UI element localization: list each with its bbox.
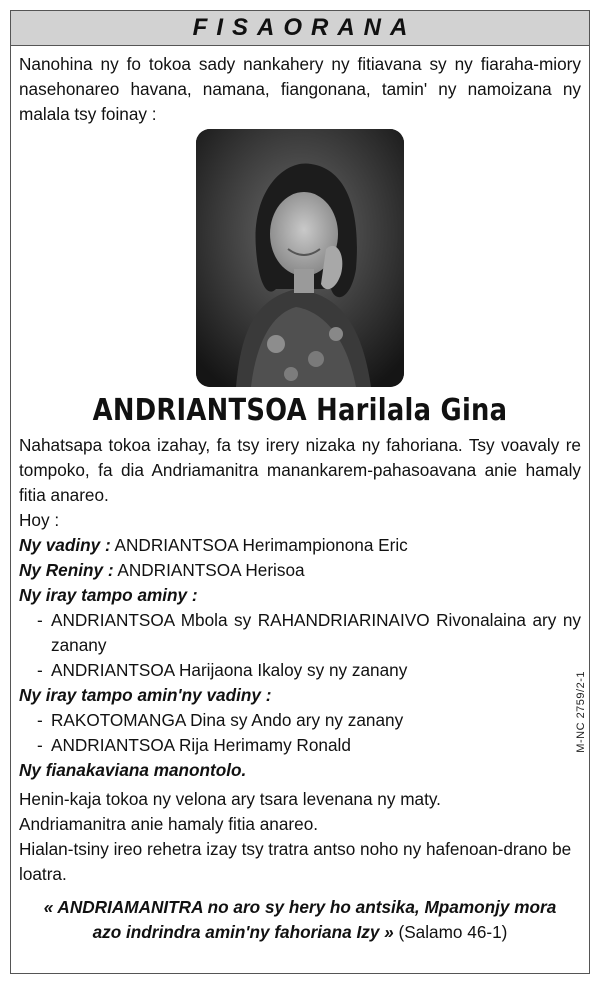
hoy-line: Hoy : (19, 510, 60, 530)
quote-text: « ANDRIAMANITRA no aro sy hery ho antsika, Mpamonjy mora azo indrindra amin'ny fahoriana Izy » (43, 897, 557, 942)
extended-family-label: Ny fianakaviana manontolo. (19, 760, 247, 780)
list-item: - ANDRIANTSOA Harijaona Ikaloy sy ny zanany (37, 658, 581, 683)
spouse-line (19, 533, 581, 558)
parent-line (19, 558, 581, 583)
closing-line: Hialan-tsiny ireo rehetra izay tsy tratra antso noho ny hafenoan-drano be loatra. (19, 839, 572, 884)
spouse-siblings-label: Ny iray tampo amin'ny vadiny : (19, 685, 272, 705)
notice-header (11, 11, 589, 46)
notice-title: FISAORANA (192, 14, 417, 41)
ad-reference-code: M-NC 2759/2-1 (575, 671, 587, 753)
spouse-label: Ny vadiny : (19, 535, 111, 555)
thanks-message: Nahatsapa tokoa izahay, fa tsy irery nizaka ny fahoriana. Tsy voavaly re tompoko, fa dia Andriamanitra manankarem-pahasoavana anie hamaly fitia anareo. (19, 435, 581, 505)
siblings-list (37, 608, 581, 683)
list-item: - RAKOTOMANGA Dina sy Ando ary ny zanany (37, 708, 581, 733)
closing-section (19, 787, 581, 887)
quote-reference: (Salamo 46-1) (393, 922, 508, 942)
intro-paragraph: Nanohina ny fo tokoa sady nankahery ny fitiavana sy ny fiaraha-miory nasehonareo havana, namana, fiangonana, tamin' ny namoizana ny malala tsy foinay : (19, 54, 581, 124)
bible-quote (39, 895, 561, 945)
parent-name: ANDRIANTSOA Herisoa (113, 560, 305, 580)
closing-line: Andriamanitra anie hamaly fitia anareo. (19, 814, 319, 834)
list-item: - ANDRIANTSOA Mbola sy RAHANDRIARINAIVO Rivonalaina ary ny zanany (37, 608, 581, 658)
notice-body (11, 46, 589, 945)
spouse-siblings-list (37, 708, 581, 758)
list-item: - ANDRIANTSOA Rija Herimamy Ronald (37, 733, 581, 758)
portrait-photo (196, 129, 404, 387)
portrait-image (196, 129, 404, 387)
closing-line: Henin-kaja tokoa ny velona ary tsara levenana ny maty. (19, 789, 441, 809)
parent-label: Ny Reniny : (19, 560, 114, 580)
deceased-name: ANDRIANTSOA Harilala Gina (92, 393, 508, 428)
spouse-name: ANDRIANTSOA Herimampionona Eric (110, 535, 408, 555)
siblings-label: Ny iray tampo aminy : (19, 585, 198, 605)
obituary-notice (10, 10, 590, 974)
